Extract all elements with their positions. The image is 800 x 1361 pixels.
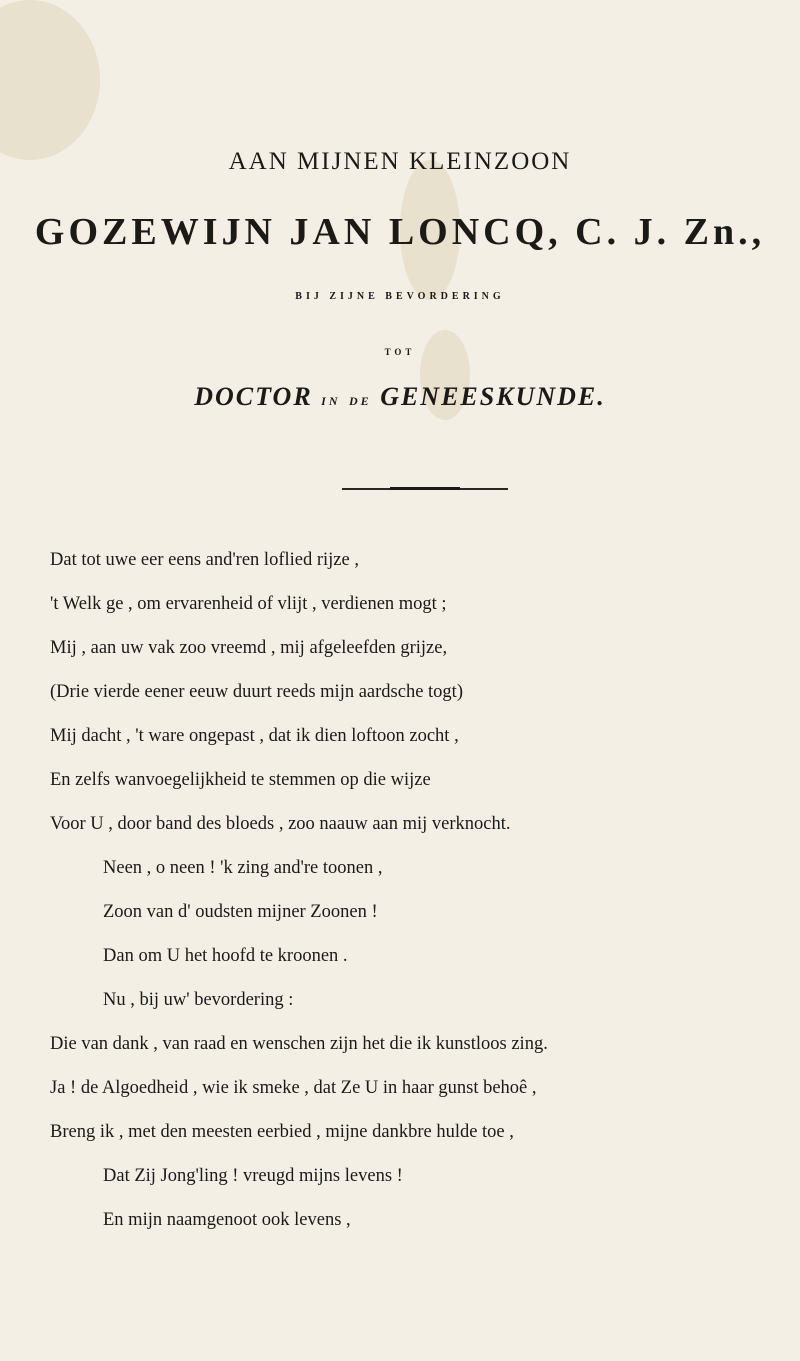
poem-line: Dat tot uwe eer eens and'ren loflied rijze , <box>50 550 359 570</box>
occasion-line: BIJ ZIJNE BEVORDERING <box>295 291 505 302</box>
poem-line: Zoon van d' oudsten mijner Zoonen ! <box>103 902 378 922</box>
poem-line: Neen , o neen ! 'k zing and're toonen , <box>103 858 383 878</box>
poem-line: Nu , bij uw' bevordering : <box>103 990 294 1010</box>
degree-field: GENEESKUNDE. <box>380 382 606 411</box>
dedication-line: AAN MIJNEN KLEINZOON <box>228 148 572 175</box>
poem-line: Mij dacht , 't ware ongepast , dat ik dien loftoon zocht , <box>50 726 459 746</box>
poem-line: Ja ! de Algoedheid , wie ik smeke , dat Ze U in haar gunst behoê , <box>50 1078 537 1098</box>
poem-line: (Drie vierde eener eeuw duurt reeds mijn aardsche togt) <box>50 682 463 702</box>
degree-in: IN <box>321 394 341 408</box>
poem-line: Voor U , door band des bloeds , zoo naauw aan mij verknocht. <box>50 814 511 834</box>
poem-line: En zelfs wanvoegelijkheid te stemmen op die wijze <box>50 770 431 790</box>
degree-main: DOCTOR <box>194 382 313 411</box>
poem-line: 't Welk ge , om ervarenheid of vlijt , verdienen mogt ; <box>50 594 447 614</box>
tot-line: TOT <box>384 347 416 357</box>
degree-de: DE <box>349 394 372 408</box>
poem-line: Mij , aan uw vak zoo vreemd , mij afgeleefden grijze, <box>50 638 448 658</box>
poem-line: Die van dank , van raad en wenschen zijn het die ik kunstloos zing. <box>50 1034 548 1054</box>
poem-line: Dat Zij Jong'ling ! vreugd mijns levens ! <box>103 1166 403 1186</box>
poem-line: Dan om U het hoofd te kroonen . <box>103 946 348 966</box>
poem-line: Breng ik , met den meesten eerbied , mijne dankbre hulde toe , <box>50 1122 514 1142</box>
degree-line <box>0 382 800 412</box>
poem-line: En mijn naamgenoot ook levens , <box>103 1210 351 1230</box>
recipient-name: GOZEWIJN JAN LONCQ, C. J. Zn., <box>34 211 766 253</box>
ornamental-rule <box>342 488 508 490</box>
